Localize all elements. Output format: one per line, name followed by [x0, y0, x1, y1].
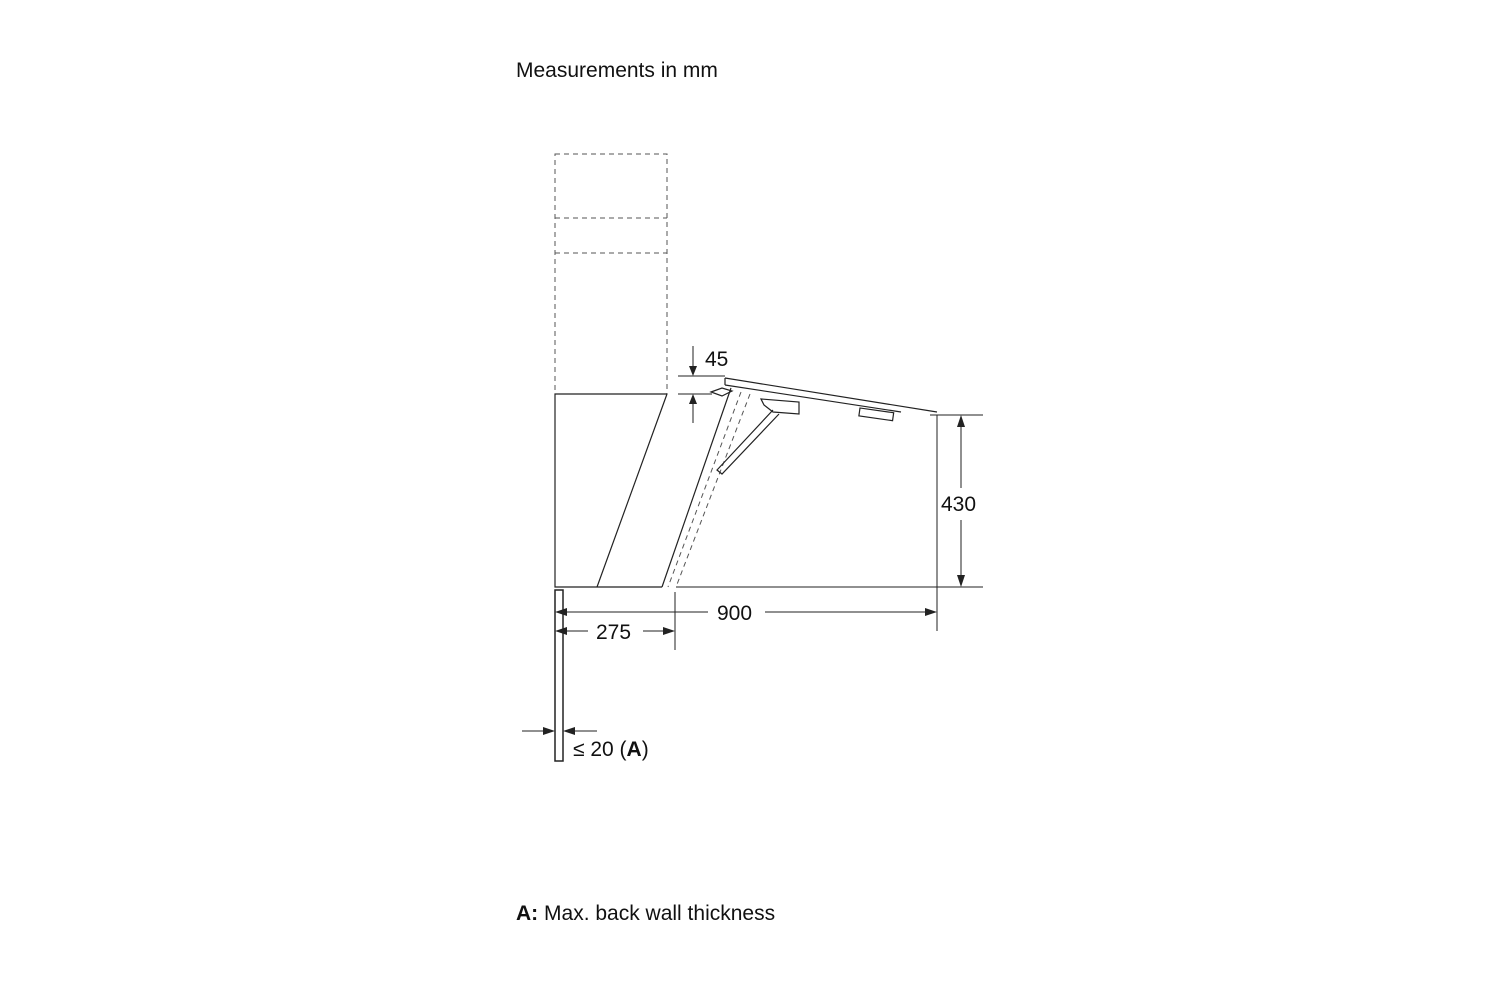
back-wall: [555, 590, 563, 761]
dimension-275-label: 275: [596, 621, 632, 644]
hood-open-outline: [668, 392, 750, 587]
chimney-duct: [555, 154, 667, 394]
dimension-900-label: 900: [717, 602, 753, 625]
dimension-wall-thickness: [522, 727, 597, 735]
dimension-45-label: 45: [705, 348, 729, 371]
dimension-900: [555, 415, 937, 631]
dimension-430-label: 430: [941, 493, 977, 516]
hood-body: [555, 388, 731, 587]
legend: A: Max. back wall thickness: [516, 902, 776, 925]
dimension-wall-thickness-label: ≤ 20 (A): [573, 738, 649, 761]
hood-glass-panel: [711, 378, 937, 474]
units-note: Measurements in mm: [516, 59, 718, 82]
